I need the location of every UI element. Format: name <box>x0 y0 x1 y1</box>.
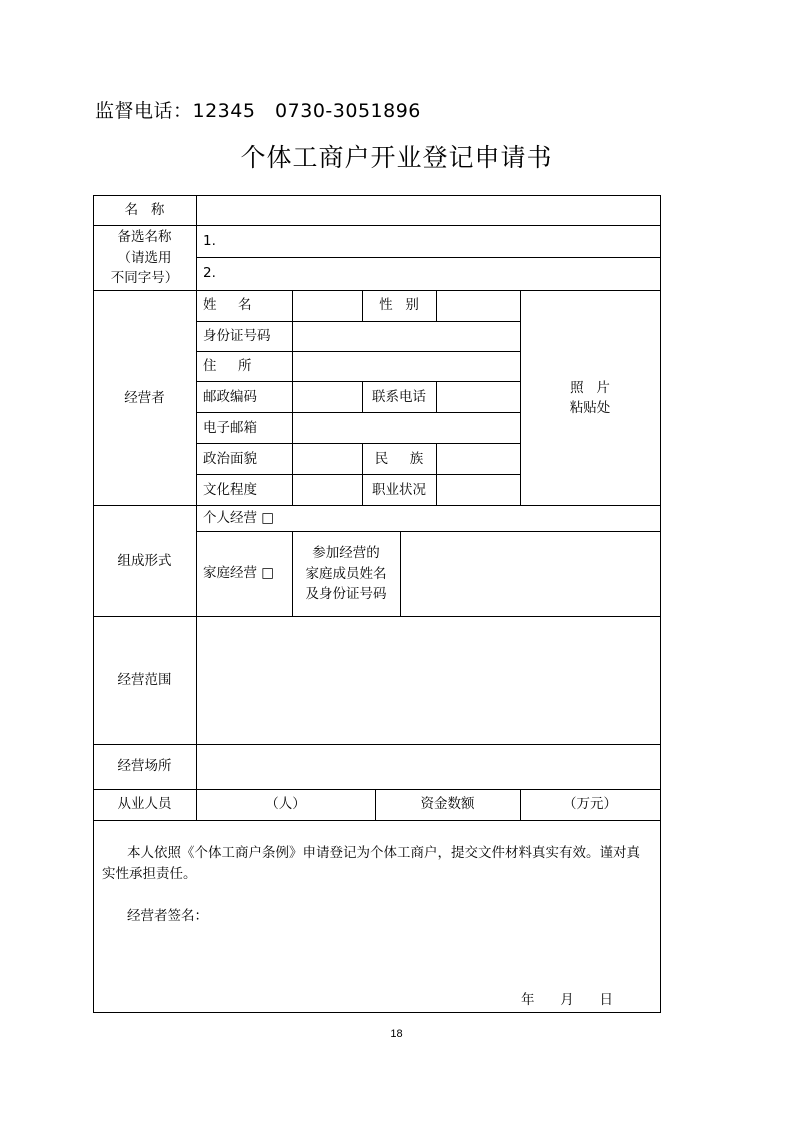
supervision-hotline: 监督电话：12345 0730-3051896 <box>95 100 421 122</box>
staff-unit: （人） <box>265 796 306 812</box>
org-form-label: 组成形式 <box>117 553 172 569</box>
declaration-line2: 实性承担责任。 <box>102 866 197 882</box>
declaration-line1: 本人依照《个体工商户条例》申请登记为个体工商户，提交文件材料真实有效。谨对真 <box>127 845 640 861</box>
application-form <box>93 195 661 1013</box>
ethnicity-label: 民 族 <box>374 451 424 467</box>
postcode-label: 邮政编码 <box>203 389 257 405</box>
individual-option[interactable]: 个人经营 □ <box>203 510 275 526</box>
family-option[interactable]: 家庭经营 □ <box>203 565 275 581</box>
capital-label: 资金数额 <box>420 796 475 812</box>
page-title: 个体工商户开业登记申请书 <box>240 143 553 172</box>
family-members-label-line2: 家庭成员姓名 <box>305 566 387 582</box>
alt-name-1-field[interactable]: 1. <box>203 233 216 249</box>
signature-label: 经营者签名： <box>127 908 208 924</box>
phone-label: 联系电话 <box>372 389 426 405</box>
political-status-label: 政治面貌 <box>203 451 257 467</box>
capital-unit: （万元） <box>563 796 617 812</box>
date-label: 年 月 日 <box>521 992 613 1008</box>
photo-label-line1: 照 片 <box>570 380 610 396</box>
gender-label: 性 别 <box>379 297 419 313</box>
residence-label: 住 所 <box>203 358 252 374</box>
email-label: 电子邮箱 <box>203 420 257 436</box>
staff-label: 从业人员 <box>117 796 172 812</box>
photo-label-line2: 粘贴处 <box>569 400 611 416</box>
alt-name-label-line1: 备选名称 <box>117 229 172 245</box>
premises-label: 经营场所 <box>117 758 172 774</box>
id-number-label: 身份证号码 <box>203 328 271 344</box>
name-label: 名 称 <box>124 202 165 218</box>
alt-name-2-field[interactable]: 2. <box>203 265 216 281</box>
operator-label: 经营者 <box>124 390 165 406</box>
page-number: 18 <box>390 1028 403 1040</box>
scope-label: 经营范围 <box>117 672 172 688</box>
family-members-label-line1: 参加经营的 <box>312 545 380 561</box>
occupation-label: 职业状况 <box>372 482 426 498</box>
education-label: 文化程度 <box>203 482 257 498</box>
alt-name-label-line2: （请选用 <box>117 250 172 266</box>
alt-name-label-line3: 不同字号） <box>110 270 179 286</box>
family-members-label-line3: 及身份证号码 <box>305 586 387 602</box>
surname-label: 姓 名 <box>203 297 252 313</box>
